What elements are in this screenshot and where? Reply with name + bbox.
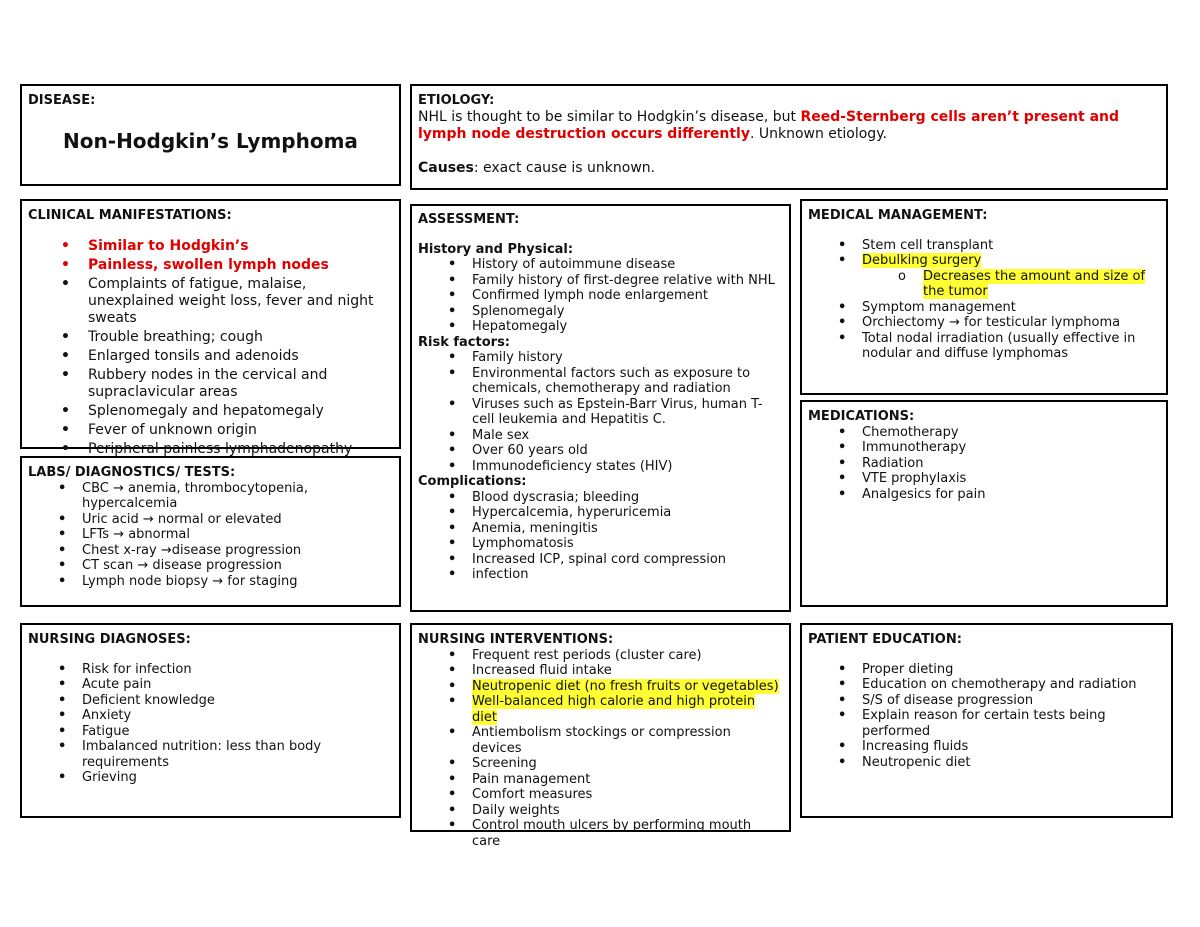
list-item: • Increased fluid intake bbox=[418, 663, 783, 679]
education-list bbox=[808, 662, 1165, 771]
list-item: • History of autoimmune disease bbox=[418, 257, 783, 273]
complications-label: Complications: bbox=[418, 474, 527, 489]
nursing-dx-heading: NURSING DIAGNOSES: bbox=[28, 632, 191, 647]
list-item: • Antiembolism stockings or compression devices bbox=[418, 725, 783, 756]
list-item: • Comfort measures bbox=[418, 787, 783, 803]
list-item: • Splenomegaly and hepatomegaly bbox=[28, 403, 393, 420]
etiology-text bbox=[418, 109, 1160, 143]
interventions-list bbox=[418, 648, 783, 850]
list-item: • Painless, swollen lymph nodes bbox=[28, 257, 393, 274]
etiology-causes bbox=[418, 160, 1160, 177]
assessment-heading: ASSESSMENT: bbox=[418, 212, 520, 227]
nursing-dx-list bbox=[28, 662, 393, 786]
list-item: • Chest x-ray →disease progression bbox=[28, 543, 393, 559]
medications-heading: MEDICATIONS: bbox=[808, 409, 915, 424]
sub-item bbox=[808, 269, 1160, 300]
list-item: • Increasing fluids bbox=[808, 739, 1165, 755]
list-item: • Grieving bbox=[28, 770, 393, 786]
disease-heading: DISEASE: bbox=[28, 93, 96, 108]
medications-list bbox=[808, 425, 1160, 503]
nursing-interventions-box bbox=[410, 623, 791, 849]
list-item: • Lymph node biopsy → for staging bbox=[28, 574, 393, 590]
list-item: • Symptom management bbox=[808, 300, 1160, 316]
list-item: • Similar to Hodgkin’s bbox=[28, 238, 393, 255]
medical-sublist bbox=[808, 269, 1160, 300]
risk-factors-list bbox=[418, 350, 783, 474]
history-physical-list bbox=[418, 257, 783, 335]
list-item: • Lymphomatosis bbox=[418, 536, 783, 552]
assessment-box bbox=[410, 204, 791, 612]
list-item: • Trouble breathing; cough bbox=[28, 329, 393, 346]
complications-list bbox=[418, 490, 783, 583]
medications-box bbox=[800, 400, 1168, 607]
causes-label: Causes bbox=[418, 160, 474, 176]
list-item: • Acute pain bbox=[28, 677, 393, 693]
list-item: • Increased ICP, spinal cord compression bbox=[418, 552, 783, 568]
highlighted-item: Neutropenic diet (no fresh fruits or vegetables) bbox=[472, 678, 779, 694]
list-item: • LFTs → abnormal bbox=[28, 527, 393, 543]
list-item: • Orchiectomy → for testicular lymphoma bbox=[808, 315, 1160, 331]
list-item: • Neutropenic diet bbox=[808, 755, 1165, 771]
disease-title: Non-Hodgkin’s Lymphoma bbox=[63, 128, 358, 153]
list-item: • Rubbery nodes in the cervical and supraclavicular areas bbox=[28, 367, 393, 401]
list-item: • Control mouth ulcers by performing mouth care bbox=[418, 818, 783, 849]
medical-list-continued bbox=[808, 300, 1160, 362]
list-item: • Immunotherapy bbox=[808, 440, 1160, 456]
medical-management-box bbox=[800, 199, 1168, 395]
etiology-text-c: . Unknown etiology. bbox=[749, 126, 887, 142]
highlighted-item: Debulking surgery bbox=[862, 253, 982, 268]
patient-education-box bbox=[800, 623, 1173, 818]
list-item: • Enlarged tonsils and adenoids bbox=[28, 348, 393, 365]
highlighted-item: Well-balanced high calorie and high protein diet bbox=[472, 694, 756, 725]
list-item: • Complaints of fatigue, malaise, unexplained weight loss, fever and night sweats bbox=[28, 276, 393, 327]
etiology-box bbox=[410, 84, 1168, 190]
list-item: • Radiation bbox=[808, 456, 1160, 472]
list-item: • Deficient knowledge bbox=[28, 693, 393, 709]
labs-box bbox=[20, 456, 401, 607]
list-item bbox=[808, 253, 1160, 269]
list-item: • Analgesics for pain bbox=[808, 487, 1160, 503]
list-item: • Frequent rest periods (cluster care) bbox=[418, 648, 783, 664]
etiology-heading: ETIOLOGY: bbox=[418, 93, 495, 108]
list-item bbox=[418, 679, 783, 695]
list-item: • Environmental factors such as exposure to chemicals, chemotherapy and radiation bbox=[418, 366, 783, 397]
education-heading: PATIENT EDUCATION: bbox=[808, 632, 962, 647]
etiology-text-a: NHL is thought to be similar to Hodgkin’s disease, but bbox=[418, 109, 801, 125]
list-item: • VTE prophylaxis bbox=[808, 471, 1160, 487]
list-item: • Imbalanced nutrition: less than body requirements bbox=[28, 739, 393, 770]
list-item: • Total nodal irradiation (usually effective in nodular and diffuse lymphomas bbox=[808, 331, 1160, 362]
list-item: • Stem cell transplant bbox=[808, 238, 1160, 254]
list-item: • infection bbox=[418, 567, 783, 583]
medical-list bbox=[808, 238, 1160, 269]
risk-factors-label: Risk factors: bbox=[418, 334, 511, 350]
list-item: • Fatigue bbox=[28, 724, 393, 740]
list-item: • Chemotherapy bbox=[808, 425, 1160, 441]
list-item: • Education on chemotherapy and radiation bbox=[808, 677, 1165, 693]
list-item: • CT scan → disease progression bbox=[28, 558, 393, 574]
labs-heading: LABS/ DIAGNOSTICS/ TESTS: bbox=[28, 465, 236, 480]
list-item: • Hypercalcemia, hyperuricemia bbox=[418, 505, 783, 521]
etiology-text-emphasis: Reed-Sternberg cells aren’t present and lymph node destruction occurs differently bbox=[418, 109, 1120, 142]
disease-box bbox=[20, 84, 401, 186]
list-item: • Family history of first-degree relative with NHL bbox=[418, 273, 783, 289]
list-item: • Daily weights bbox=[418, 803, 783, 819]
list-item: • Proper dieting bbox=[808, 662, 1165, 678]
nursing-diagnoses-box bbox=[20, 623, 401, 818]
medical-heading: MEDICAL MANAGEMENT: bbox=[808, 208, 988, 223]
list-item: • CBC → anemia, thrombocytopenia, hypercalcemia bbox=[28, 481, 393, 512]
highlighted-sub-item: Decreases the amount and size of the tumor bbox=[923, 268, 1146, 299]
list-item: • Fever of unknown origin bbox=[28, 422, 393, 439]
list-item: • S/S of disease progression bbox=[808, 693, 1165, 709]
list-item: • Explain reason for certain tests being performed bbox=[808, 708, 1165, 739]
list-item: • Immunodeficiency states (HIV) bbox=[418, 459, 783, 475]
causes-text: : exact cause is unknown. bbox=[473, 160, 656, 176]
list-item: • Uric acid → normal or elevated bbox=[28, 512, 393, 528]
list-item: • Pain management bbox=[418, 772, 783, 788]
list-item: • Peripheral painless lymphadenopathy bbox=[28, 441, 393, 458]
list-item: • Hepatomegaly bbox=[418, 319, 783, 335]
list-item: • Viruses such as Epstein-Barr Virus, human T-cell leukemia and Hepatitis C. bbox=[418, 397, 783, 428]
list-item bbox=[418, 694, 783, 725]
history-physical-label: History and Physical: bbox=[418, 241, 574, 257]
list-item: • Splenomegaly bbox=[418, 304, 783, 320]
list-item: • Screening bbox=[418, 756, 783, 772]
list-item: • Male sex bbox=[418, 428, 783, 444]
list-item: • Family history bbox=[418, 350, 783, 366]
list-item: • Anemia, meningitis bbox=[418, 521, 783, 537]
list-item: • Confirmed lymph node enlargement bbox=[418, 288, 783, 304]
interventions-heading: NURSING INTERVENTIONS: bbox=[418, 632, 614, 647]
list-item: • Blood dyscrasia; bleeding bbox=[418, 490, 783, 506]
labs-list bbox=[28, 481, 393, 590]
list-item: • Over 60 years old bbox=[418, 443, 783, 459]
clinical-box bbox=[20, 199, 401, 457]
clinical-list bbox=[28, 238, 393, 458]
list-item: • Risk for infection bbox=[28, 662, 393, 678]
clinical-heading: CLINICAL MANIFESTATIONS: bbox=[28, 208, 232, 223]
list-item: • Anxiety bbox=[28, 708, 393, 724]
